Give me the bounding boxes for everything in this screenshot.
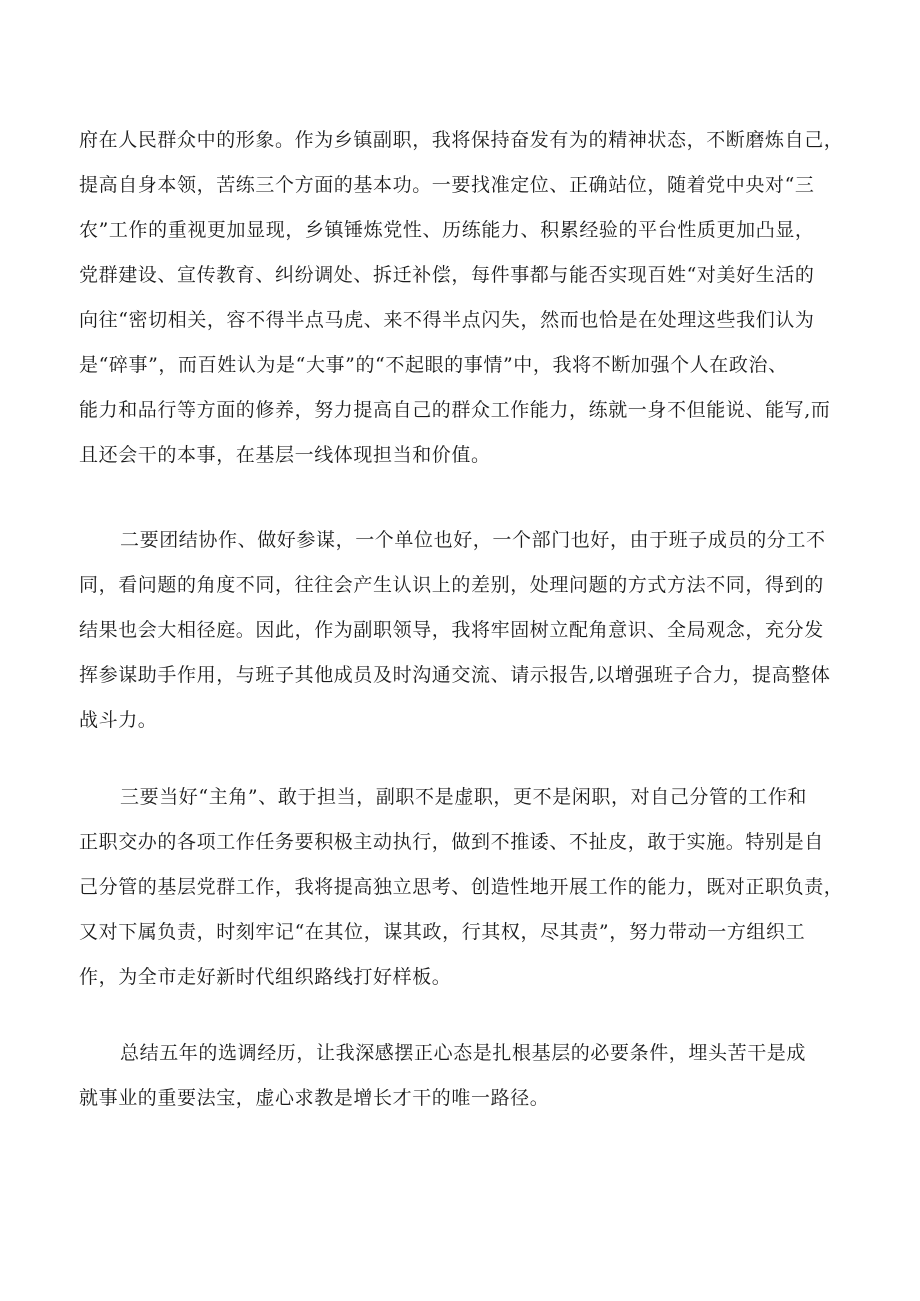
text-line: 能力和品行等方面的修养，努力提高自己的群众工作能力，练就一身不但能说、能写,而 (79, 399, 831, 421)
text-line: 是“碎事”，而百姓认为是“大事”的“不起眼的事情”中，我将不断加强个人在政治、 (79, 354, 788, 376)
text-line: 结果也会大相径庭。因此，作为副职领导，我将牢固树立配角意识、全局观念，充分发 (79, 619, 824, 641)
text-line: 同，看问题的角度不同，往往会产生认识上的差别，处理问题的方式方法不同，得到的 (79, 574, 824, 596)
text-line: 向往“密切相关，容不得半点马虎、来不得半点闪失，然而也恰是在处理这些我们认为 (79, 309, 815, 331)
text-line: 党群建设、宣传教育、纠纷调处、拆迁补偿，每件事都与能否实现百姓“对美好生活的 (79, 264, 815, 286)
text-line: 农”工作的重视更加显现，乡镇锤炼党性、历练能力、积累经验的平台性质更加凸显， (79, 219, 815, 241)
text-line: 三要当好“主角”、敢于担当，副职不是虚职，更不是闲职，对自己分管的工作和 (120, 786, 808, 808)
text-line: 且还会干的本事，在基层一线体现担当和价值。 (79, 444, 491, 466)
text-line: 挥参谋助手作用，与班子其他成员及时沟通交流、请示报告,以增强班子合力，提高整体 (79, 664, 831, 686)
text-line: 己分管的基层党群工作，我将提高独立思考、创造性地开展工作的能力，既对正职负责， (79, 876, 844, 898)
text-line: 总结五年的选调经历，让我深感摆正心态是扎根基层的必要条件，埋头苦干是成 (120, 1042, 807, 1064)
text-line: 又对下属负责，时刻牢记“在其位，谋其政，行其权，尽其责”，努力带动一方组织工 (79, 921, 806, 943)
text-line: 就事业的重要法宝，虚心求教是增长才干的唯一路径。 (79, 1087, 550, 1109)
text-line: 正职交办的各项工作任务要积极主动执行，做到不推诿、不扯皮，敢于实施。特别是自 (79, 831, 824, 853)
text-line: 二要团结协作、做好参谋，一个单位也好，一个部门也好，由于班子成员的分工不 (120, 529, 826, 551)
text-line: 提高自身本领，苦练三个方面的基本功。一要找准定位、正确站位，随着党中央对“三 (79, 174, 815, 196)
text-line: 府在人民群众中的形象。作为乡镇副职，我将保持奋发有为的精神状态，不断磨炼自己， (79, 129, 844, 151)
text-line: 作，为全市走好新时代组织路线打好样板。 (79, 966, 452, 988)
text-line: 战斗力。 (79, 709, 158, 731)
